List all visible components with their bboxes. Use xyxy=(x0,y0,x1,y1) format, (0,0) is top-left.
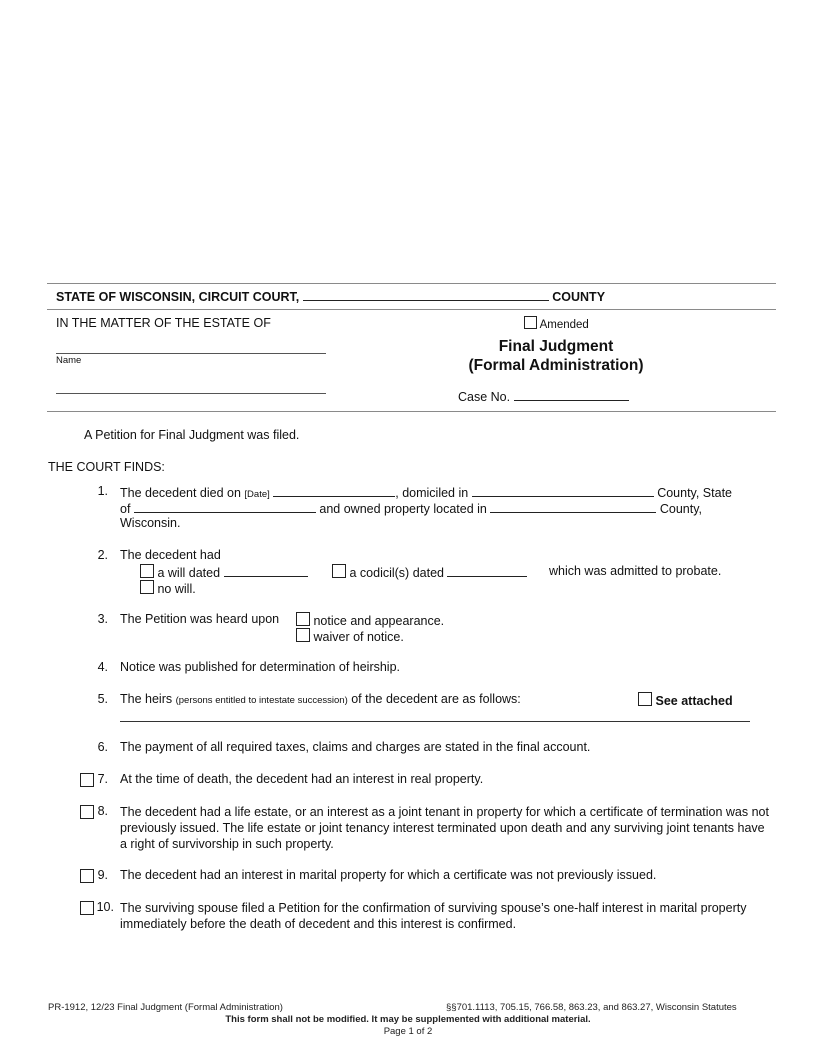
case-no-field[interactable] xyxy=(514,388,629,401)
amended-label: Amended xyxy=(539,319,589,331)
court-finds-heading: THE COURT FINDS: xyxy=(48,460,165,474)
estate-label: IN THE MATTER OF THE ESTATE OF xyxy=(56,316,271,330)
header-mid-rule xyxy=(47,309,776,310)
item-2-number: 2. xyxy=(97,548,108,562)
codicil-date-field[interactable] xyxy=(447,564,527,577)
item-6-number: 6. xyxy=(97,740,108,754)
item-7-text: At the time of death, the decedent had an interest in real property. xyxy=(120,772,484,786)
item-4-number: 4. xyxy=(97,660,108,674)
item-9-text: The decedent had an interest in marital property for which a certificate was not previously issued. xyxy=(120,868,657,882)
item-4-text: Notice was published for determination of heirship. xyxy=(120,660,401,674)
item-3-number: 3. xyxy=(97,612,108,626)
item-1-line1 xyxy=(120,484,732,500)
decedent-name-field[interactable] xyxy=(56,353,326,354)
codicil-option[interactable] xyxy=(332,564,527,580)
item-1-line2 xyxy=(120,500,702,516)
court-caption xyxy=(56,288,605,304)
header-top-rule xyxy=(47,283,776,284)
intro-text: A Petition for Final Judgment was filed. xyxy=(84,428,300,442)
see-attached-checkbox[interactable] xyxy=(638,692,652,706)
county-label: COUNTY xyxy=(552,290,606,304)
will-option[interactable] xyxy=(140,564,308,580)
header-bottom-rule xyxy=(47,411,776,412)
item-8-text: The decedent had a life estate, or an interest as a joint tenant in property for which a certificate of termination was not previously issued. The life estate or joint tenancy interest terminated upon death and any surviving joint tenants have a right of survivorship in such property. xyxy=(120,805,769,851)
case-number xyxy=(458,388,629,404)
item-5-text-b: of the decedent are as follows: xyxy=(351,692,521,706)
item-1-text-g: Wisconsin. xyxy=(120,516,181,530)
item-5-number: 5. xyxy=(97,692,108,706)
waiver-checkbox[interactable] xyxy=(296,628,310,642)
waiver-option[interactable] xyxy=(296,628,404,644)
amended-option[interactable] xyxy=(524,316,589,331)
item-1-text-f: County, xyxy=(659,502,703,516)
item-1-text-a: The decedent died on xyxy=(120,486,241,500)
will-label: a will dated xyxy=(157,566,221,580)
will-checkbox[interactable] xyxy=(140,564,154,578)
item-8-number: 8. xyxy=(97,804,108,818)
item-5-text-a: The heirs xyxy=(120,692,173,706)
no-will-option[interactable] xyxy=(140,580,196,596)
see-attached-label: See attached xyxy=(655,694,733,708)
item-1-text-b: , domiciled in xyxy=(395,486,469,500)
item-5-small: (persons entitled to intestate succession) xyxy=(175,695,348,706)
heirs-field[interactable] xyxy=(120,721,750,722)
item-1-text-c: County, State xyxy=(657,486,732,500)
item-10-text: The surviving spouse filed a Petition for the confirmation of surviving spouse’s one-half interest in marital property immediately before the death of decedent and this interest is confirmed. xyxy=(120,901,747,931)
no-will-checkbox[interactable] xyxy=(140,580,154,594)
county-name-field[interactable] xyxy=(303,288,549,301)
item-6-text: The payment of all required taxes, claims and charges are stated in the final account. xyxy=(120,740,591,754)
date-hint: [Date] xyxy=(244,489,270,500)
domicile-county-field[interactable] xyxy=(472,484,654,497)
admitted-text: which was admitted to probate. xyxy=(549,564,722,578)
will-date-field[interactable] xyxy=(224,564,308,577)
item-7-number: 7. xyxy=(97,772,108,786)
property-county-field[interactable] xyxy=(490,500,656,513)
footer-form-id: PR-1912, 12/23 Final Judgment (Formal Administration) xyxy=(48,1002,283,1013)
item-1-text-e: and owned property located in xyxy=(319,502,487,516)
no-will-label: no will. xyxy=(157,582,196,596)
codicil-label: a codicil(s) dated xyxy=(349,566,444,580)
item-1-text-d: of xyxy=(120,502,131,516)
domicile-state-field[interactable] xyxy=(134,500,316,513)
footer-statutes: §§701.1113, 705.15, 766.58, 863.23, and 863.27, Wisconsin Statutes xyxy=(446,1002,737,1013)
item-2-text-a: The decedent had xyxy=(120,548,221,562)
notice-appearance-checkbox[interactable] xyxy=(296,612,310,626)
item-3-text-a: The Petition was heard upon xyxy=(120,612,280,626)
waiver-label: waiver of notice. xyxy=(313,630,404,644)
see-attached-option[interactable] xyxy=(638,692,733,708)
footer-page-number: Page 1 of 2 xyxy=(383,1026,433,1037)
form-subtitle: (Formal Administration) xyxy=(468,357,644,374)
codicil-checkbox[interactable] xyxy=(332,564,346,578)
death-date-field[interactable] xyxy=(273,484,395,497)
form-title: Final Judgment xyxy=(498,338,614,355)
case-no-label: Case No. xyxy=(458,390,511,404)
name-caption: Name xyxy=(56,355,82,366)
amended-checkbox[interactable] xyxy=(524,316,537,329)
notice-appearance-label: notice and appearance. xyxy=(313,614,445,628)
footer-notice: This form shall not be modified. It may be supplemented with additional material. xyxy=(225,1014,591,1025)
notice-appearance-option[interactable] xyxy=(296,612,444,628)
item-1-number: 1. xyxy=(97,484,108,498)
item-5-text xyxy=(120,692,521,706)
item-10-number: 10. xyxy=(96,900,114,914)
item-9-number: 9. xyxy=(97,868,108,882)
court-prefix: STATE OF WISCONSIN, CIRCUIT COURT, xyxy=(56,290,300,304)
decedent-name-field-2[interactable] xyxy=(56,393,326,394)
